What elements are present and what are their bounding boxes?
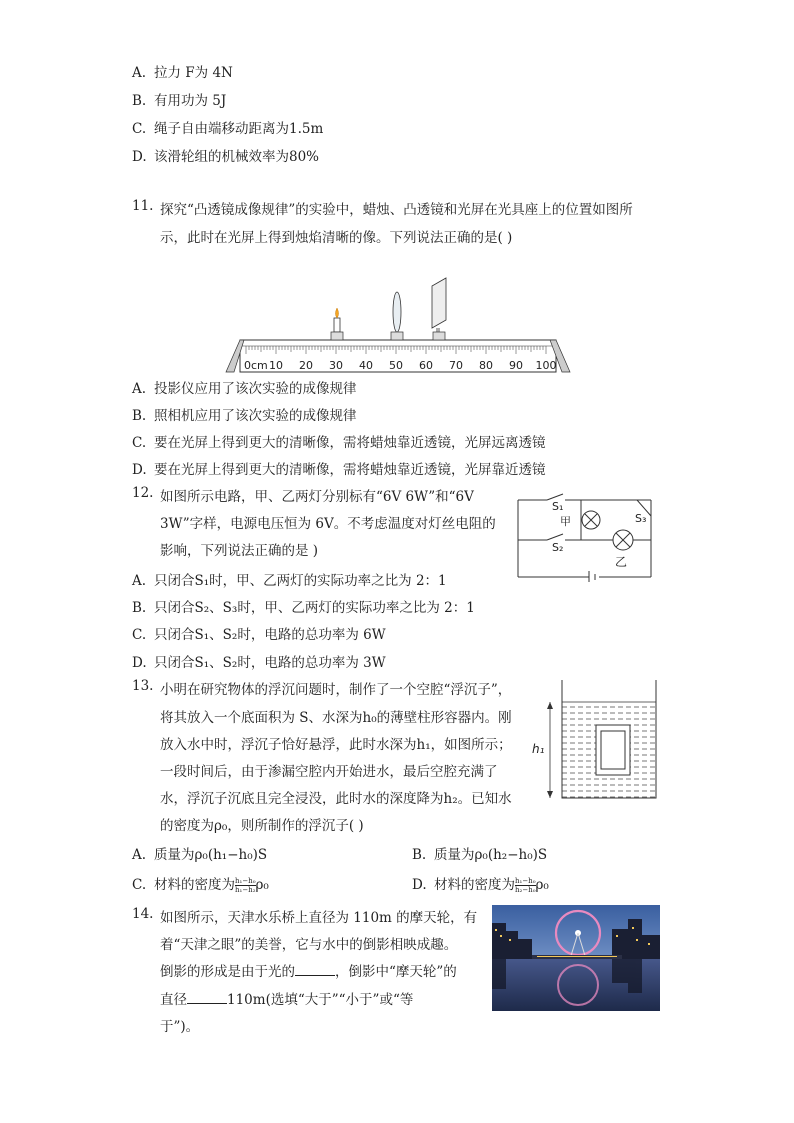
ruler-label: 60 <box>419 359 433 372</box>
q12-option-b <box>132 596 475 616</box>
option-text: 质量为ρ₀(h₁−h₀)S <box>154 847 268 863</box>
q10-option-b <box>132 89 226 109</box>
label-s2: S₂ <box>552 541 564 554</box>
q11-line1: 探究“凸透镜成像规律”的实验中，蜡烛、凸透镜和光屏在光具座上的位置如图所 <box>160 202 633 218</box>
option-label: D. <box>412 877 427 893</box>
fraction: $\frac{\text{h₁−h₀}}{\text{h₁−h₂}}$ <box>235 877 256 894</box>
option-label: A. <box>132 573 147 589</box>
answer-blank-2[interactable] <box>187 989 227 1004</box>
ferris-wheel-photo <box>492 905 660 1011</box>
q14-number: 14. <box>132 906 154 922</box>
q13-line: 一段时间后，由于渗漏空腔内开始进水，最后空腔充满了 <box>160 764 498 780</box>
q13-option-a <box>132 843 267 863</box>
option-tail: ρ₀ <box>255 877 269 893</box>
q13-option-d <box>412 873 549 894</box>
option-label: B. <box>132 408 147 424</box>
option-label: C. <box>132 877 147 893</box>
q11-option-b <box>132 404 357 424</box>
q13-line: 放入水中时，浮沉子恰好悬浮，此时水深为h₁，如图所示； <box>160 737 512 753</box>
option-text: 材料的密度为 <box>154 877 235 893</box>
ruler-label: 80 <box>479 359 493 372</box>
h1-label: h₁ <box>532 742 545 756</box>
option-text: 材料的密度为 <box>434 877 515 893</box>
option-label: D. <box>132 655 147 671</box>
label-lamp-jia: 甲 <box>560 515 571 528</box>
q14-line3: 倒影的形成是由于光的 ，倒影中“摩天轮”的 <box>160 960 457 980</box>
optical-bench-figure <box>220 276 576 376</box>
option-text: 只闭合S₂、S₃时，甲、乙两灯的实际功率之比为 2：1 <box>154 600 475 616</box>
ruler-label: 0cm <box>244 359 268 372</box>
q14-line4: 直径 110m(选填“大于”“小于”或“等 <box>160 988 413 1008</box>
answer-blank-1[interactable] <box>295 961 335 976</box>
option-text: 照相机应用了该次实验的成像规律 <box>154 408 357 424</box>
q13-line: 将其放入一个底面积为 S、水深为h₀的薄壁柱形容器内。刚 <box>160 710 512 726</box>
convex-lens-icon <box>391 292 403 340</box>
q12-line1: 如图所示电路，甲、乙两灯分别标有“6V 6W”和“6V <box>160 489 474 505</box>
option-label: D. <box>132 149 147 165</box>
lamp-jia-icon <box>582 511 600 529</box>
q11-option-c <box>132 431 546 451</box>
light-screen-icon <box>432 278 446 340</box>
option-label: C. <box>132 121 147 137</box>
option-text: 要在光屏上得到更大的清晰像，需将蜡烛靠近透镜，光屏靠近透镜 <box>154 462 546 478</box>
q12-number: 12. <box>132 485 154 501</box>
option-label: B. <box>412 847 427 863</box>
q14-line2: 着“天津之眼”的美誉，它与水中的倒影相映成趣。 <box>160 937 458 953</box>
option-label: B. <box>132 93 147 109</box>
option-text: 有用功为 5J <box>154 93 227 109</box>
q11-option-a <box>132 377 357 397</box>
option-text: 该滑轮组的机械效率为80% <box>154 149 320 165</box>
q10-option-a <box>132 61 233 81</box>
ruler-label: 20 <box>299 359 313 372</box>
q13-line: 小明在研究物体的浮沉问题时，制作了一个空腔“浮沉子”， <box>160 682 512 698</box>
option-label: A. <box>132 65 147 81</box>
option-text: 绳子自由端移动距离为1.5m <box>154 121 324 137</box>
option-text: 投影仪应用了该次实验的成像规律 <box>154 381 357 397</box>
q12-option-d <box>132 651 386 671</box>
option-text: 只闭合S₁时，甲、乙两灯的实际功率之比为 2：1 <box>154 573 447 589</box>
q13-number: 13. <box>132 678 154 694</box>
q11-option-d <box>132 458 546 478</box>
container-figure <box>530 680 660 802</box>
option-label: A. <box>132 847 147 863</box>
q13-line: 水，浮沉子沉底且完全浸没，此时水的深度降为h₂。已知水 <box>160 791 512 807</box>
q12-line2: 3W”字样，电源电压恒为 6V。不考虑温度对灯丝电阻的 <box>160 516 496 532</box>
q13-option-c <box>132 873 269 894</box>
circuit-diagram <box>515 488 657 582</box>
option-label: C. <box>132 627 147 643</box>
ruler-label: 90 <box>509 359 523 372</box>
label-lamp-yi: 乙 <box>615 555 628 569</box>
ruler-label: 10 <box>269 359 283 372</box>
q12-option-c <box>132 623 386 643</box>
fraction: $\frac{\text{h₁−h₀}}{\text{h₂−h₀}}$ <box>515 877 536 894</box>
option-text: 质量为ρ₀(h₂−h₀)S <box>434 847 548 863</box>
q13-option-b <box>412 843 547 863</box>
floater-icon <box>596 725 630 775</box>
option-text: 只闭合S₁、S₂时，电路的总功率为 3W <box>154 655 386 671</box>
q10-option-d <box>132 145 319 165</box>
option-label: B. <box>132 600 147 616</box>
option-label: D. <box>132 462 147 478</box>
ruler-label: 30 <box>329 359 343 372</box>
option-label: A. <box>132 381 147 397</box>
option-text: 只闭合S₁、S₂时，电路的总功率为 6W <box>154 627 386 643</box>
q11-line2: 示，此时在光屏上得到烛焰清晰的像。下列说法正确的是( ) <box>160 230 513 246</box>
candle-icon <box>331 308 343 340</box>
ruler-label: 70 <box>449 359 463 372</box>
q13-line: 的密度为ρ₀，则所制作的浮沉子( ) <box>160 818 364 834</box>
ruler-label: 100 <box>535 359 557 372</box>
q14-line5: 于”)。 <box>160 1019 200 1035</box>
q11-number: 11. <box>132 198 154 214</box>
switch-s2-icon <box>547 534 563 540</box>
option-text: 拉力 F为 4N <box>154 65 233 81</box>
option-tail: ρ₀ <box>535 877 549 893</box>
label-s1: S₁ <box>552 500 564 513</box>
q14-line1: 如图所示，天津水乐桥上直径为 110m 的摩天轮，有 <box>160 910 478 926</box>
option-label: C. <box>132 435 147 451</box>
ruler-label: 40 <box>359 359 373 372</box>
ruler-label: 50 <box>389 359 403 372</box>
lamp-yi-icon <box>613 530 633 550</box>
label-s3: S₃ <box>635 512 647 525</box>
q10-option-c <box>132 117 323 137</box>
q12-line3: 影响，下列说法正确的是 ) <box>160 543 319 559</box>
q12-option-a <box>132 569 447 589</box>
option-text: 要在光屏上得到更大的清晰像，需将蜡烛靠近透镜，光屏远离透镜 <box>154 435 546 451</box>
